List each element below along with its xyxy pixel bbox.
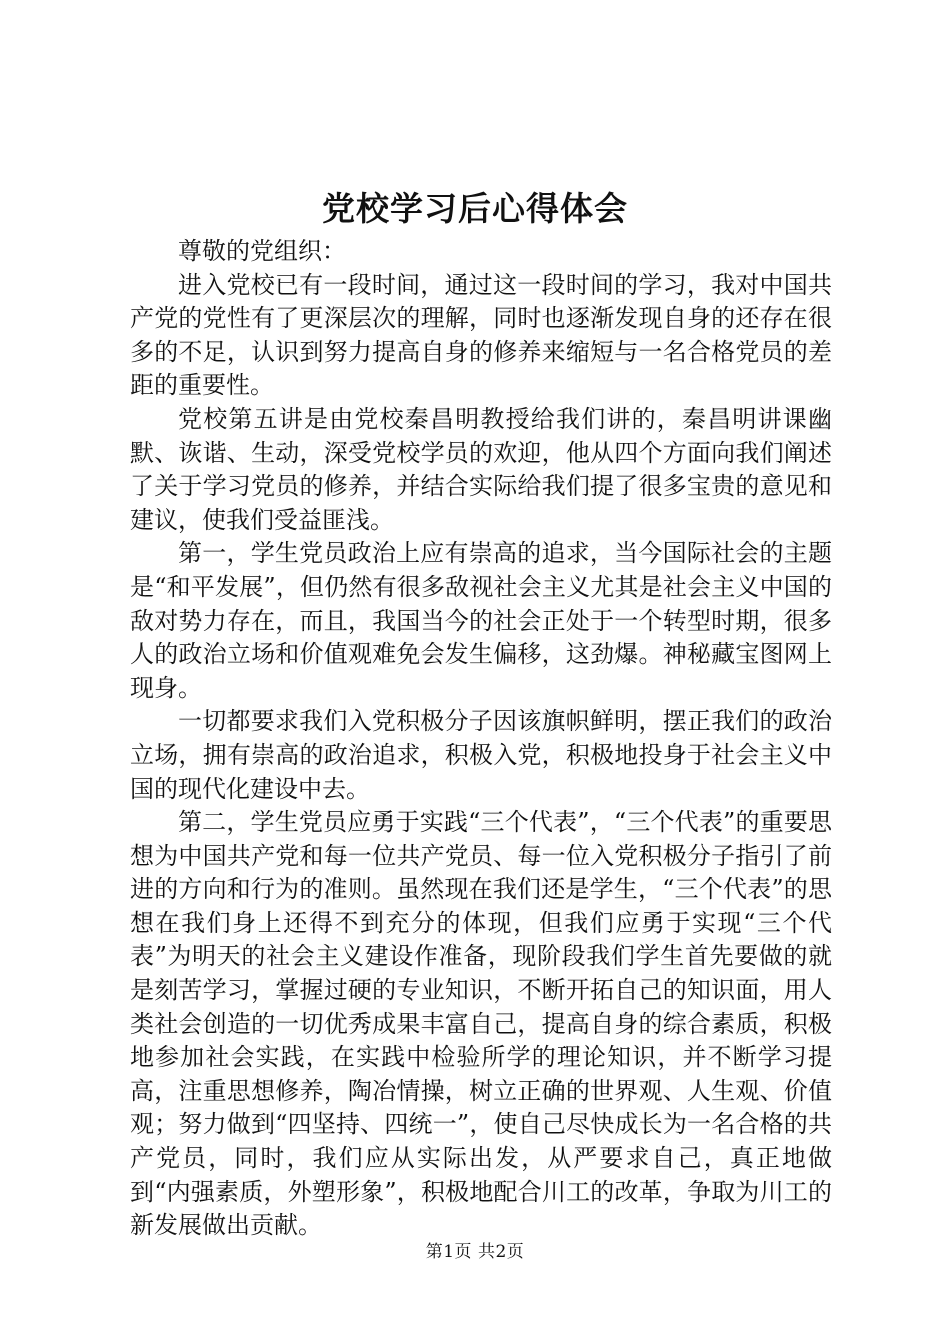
paragraph-2: 党校第五讲是由党校秦昌明教授给我们讲的，秦昌明讲课幽默、诙谐、生动，深受党校学员的欢迎，他从四个方面向我们阐述了关于学习党员的修养，并结合实际给我们提了很多宝贵的意见和建议，使我们受益匪浅。	[130, 404, 832, 534]
page-indicator: 第1页 共2页	[425, 1242, 525, 1262]
document-title: 党校学习后心得体会	[322, 189, 628, 228]
paragraph-4: 一切都要求我们入党积极分子因该旗帜鲜明，摆正我们的政治立场，拥有崇高的政治追求，积极入党，积极地投身于社会主义中国的现代化建设中去。	[130, 707, 832, 803]
paragraph-3: 第一，学生党员政治上应有崇高的追求，当今国际社会的主题是“和平发展”，但仍然有很多敌视社会主义尤其是社会主义中国的敌对势力存在，而且，我国当今的社会正处于一个转型时期，很多人的政治立场和价值观难免会发生偏移，这劲爆。神秘藏宝图网上现身。	[130, 539, 832, 702]
salutation: 尊敬的党组织：	[178, 237, 346, 265]
paragraph-5: 第二，学生党员应勇于实践“三个代表”，“三个代表”的重要思想为中国共产党和每一位共产党员、每一位入党积极分子指引了前进的方向和行为的准则。虽然现在我们还是学生，“三个代表”的思想在我们身上还得不到充分的体现，但我们应勇于实现“三个代表”为明天的社会主义建设作准备，现阶段我们学生首先要做的就是刻苦学习，掌握过硬的专业知识，不断开拓自己的知识面，用人类社会创造的一切优秀成果丰富自己，提高自身的综合素质，积极地参加社会实践，在实践中检验所学的理论知识，并不断学习提高，注重思想修养，陶冶情操，树立正确的世界观、人生观、价值观；努力做到“四坚持、四统一”，使自己尽快成长为一名合格的共产党员，同时，我们应从实际出发，从严要求自己，真正地做到“内强素质，外塑形象”，积极地配合川工的改革，争取为川工的新发展做出贡献。	[130, 808, 832, 1240]
document-body	[130, 235, 832, 1243]
paragraph-1: 进入党校已有一段时间，通过这一段时间的学习，我对中国共产党的党性有了更深层次的理解，同时也逐渐发现自身的还存在很多的不足，认识到努力提高自身的修养来缩短与一名合格党员的差距的重要性。	[130, 270, 832, 400]
page-footer	[0, 1240, 950, 1264]
